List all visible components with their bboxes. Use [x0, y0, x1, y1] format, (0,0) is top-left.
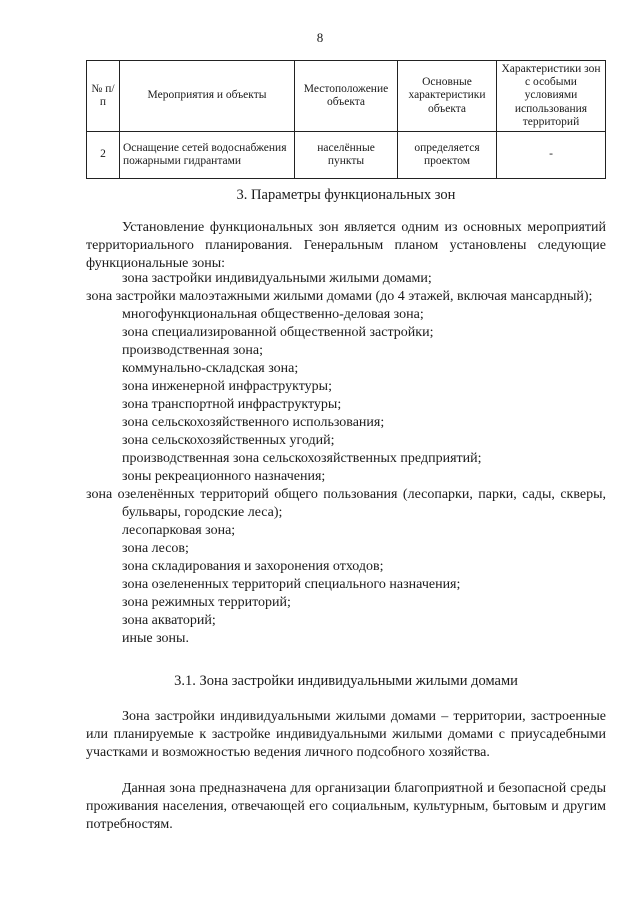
list-item: многофункциональная общественно-деловая зона; — [122, 307, 424, 322]
cell-location: населённые пункты — [295, 132, 398, 179]
intro-paragraph: Установление функциональных зон является одним из основных мероприятий территориального планирования. Генеральным планом установлены следующие функциональные зоны: — [86, 220, 606, 271]
section-title: 3. Параметры функциональных зон — [236, 187, 456, 203]
list-item: зона озелененных территорий специального назначения; — [122, 577, 461, 592]
list-item: зона сельскохозяйственных угодий; — [122, 433, 335, 448]
cell-zones: - — [497, 132, 606, 179]
cell-measure: Оснащение сетей водоснабжения пожарными гидрантами — [120, 132, 295, 179]
list-item: зона акваторий; — [122, 613, 216, 628]
table-row — [87, 132, 606, 179]
list-item: зона лесов; — [122, 541, 189, 556]
cell-number: 2 — [87, 132, 120, 179]
list-item: производственная зона; — [122, 343, 264, 358]
list-item: зона сельскохозяйственного использования; — [122, 415, 385, 430]
zone-purpose-paragraph: Данная зона предназначена для организации благоприятной и безопасной среды проживания населения, отвечающей его социальным, культурным, бытовым и другим потребностям. — [86, 781, 606, 832]
list-item: зона инженерной инфраструктуры; — [122, 379, 332, 394]
list-item: производственная зона сельскохозяйственных предприятий; — [122, 451, 482, 466]
list-item: зона специализированной общественной застройки; — [122, 325, 434, 340]
list-item: зона застройки малоэтажными жилыми домами (до 4 этажей, включая мансардный); — [86, 289, 593, 304]
list-item: зоны рекреационного назначения; — [122, 469, 326, 484]
header-characteristics: Основные характеристики объекта — [398, 61, 497, 132]
subsection-title: 3.1. Зона застройки индивидуальными жилыми домами — [174, 673, 518, 689]
list-item: иные зоны. — [122, 631, 189, 646]
header-zones: Характеристики зон с особыми условиями использования территорий — [497, 61, 606, 132]
page-number: 8 — [316, 30, 324, 45]
zone-definition-paragraph: Зона застройки индивидуальными жилыми домами – территории, застроенные или планируемые к застройке индивидуальными жилыми домами с приусадебными участками и возможностью ведения личного подсобного хозяйства. — [86, 709, 606, 760]
list-item: зона озеленённых территорий общего пользования (лесопарки, парки, сады, скверы, бульвары, городские леса); — [86, 487, 606, 520]
list-item: зона складирования и захоронения отходов; — [122, 559, 384, 574]
list-item: зона застройки индивидуальными жилыми домами; — [122, 271, 432, 286]
list-item: зона транспортной инфраструктуры; — [122, 397, 342, 412]
measures-table — [86, 60, 606, 179]
cell-characteristics: определяется проектом — [398, 132, 497, 179]
list-item: лесопарковая зона; — [122, 523, 236, 538]
header-measures: Мероприятия и объекты — [120, 61, 295, 132]
table-header-row — [87, 61, 606, 132]
header-location: Местоположение объекта — [295, 61, 398, 132]
list-item: коммунально-складская зона; — [122, 361, 299, 376]
zones-list — [86, 270, 606, 648]
header-number: № п/п — [87, 61, 120, 132]
list-item: зона режимных территорий; — [122, 595, 291, 610]
